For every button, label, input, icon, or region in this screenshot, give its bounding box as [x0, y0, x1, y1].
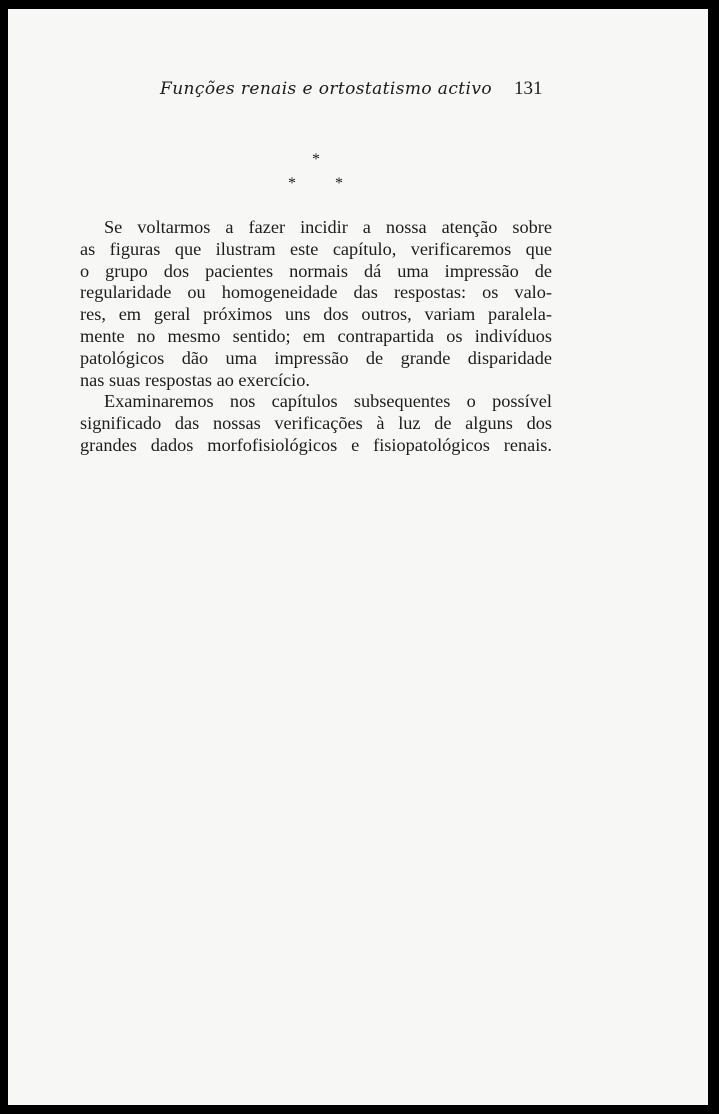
text-line: Examinaremos nos capítulos subsequentes o possível	[104, 391, 552, 412]
text-line: Se voltarmos a fazer incidir a nossa atenção sobre	[104, 217, 552, 237]
asterisk-left: *	[288, 175, 296, 192]
text-line: res, em geral próximos uns dos outros, variam paralela-	[80, 304, 552, 325]
text-line: regularidade ou homogeneidade das respostas: os valo-	[80, 282, 552, 303]
text-line: significado das nossas verificações à luz de alguns dos	[80, 413, 552, 434]
section-separator	[278, 151, 358, 191]
text-line: grandes dados morfofisiológicos e fisiopatológicos renais.	[80, 434, 552, 455]
book-page	[8, 9, 708, 1105]
paragraph-2	[80, 391, 552, 456]
asterisk-top: *	[312, 151, 320, 168]
page-number: 131	[514, 78, 543, 99]
paragraph-1	[80, 217, 552, 391]
body-text	[80, 217, 552, 457]
text-line: as figuras que ilustram este capítulo, verificaremos que	[80, 238, 552, 259]
text-line: patológicos dão uma impressão de grande disparidade	[80, 347, 552, 368]
asterisk-right: *	[335, 175, 343, 192]
text-line: o grupo dos pacientes normais dá uma impressão de	[80, 260, 552, 281]
running-head-title: Funções renais e ortostatismo activo	[160, 79, 492, 99]
text-line: mente no mesmo sentido; em contrapartida os indivíduos	[80, 325, 552, 346]
text-line: nas suas respostas ao exercício.	[80, 369, 310, 390]
